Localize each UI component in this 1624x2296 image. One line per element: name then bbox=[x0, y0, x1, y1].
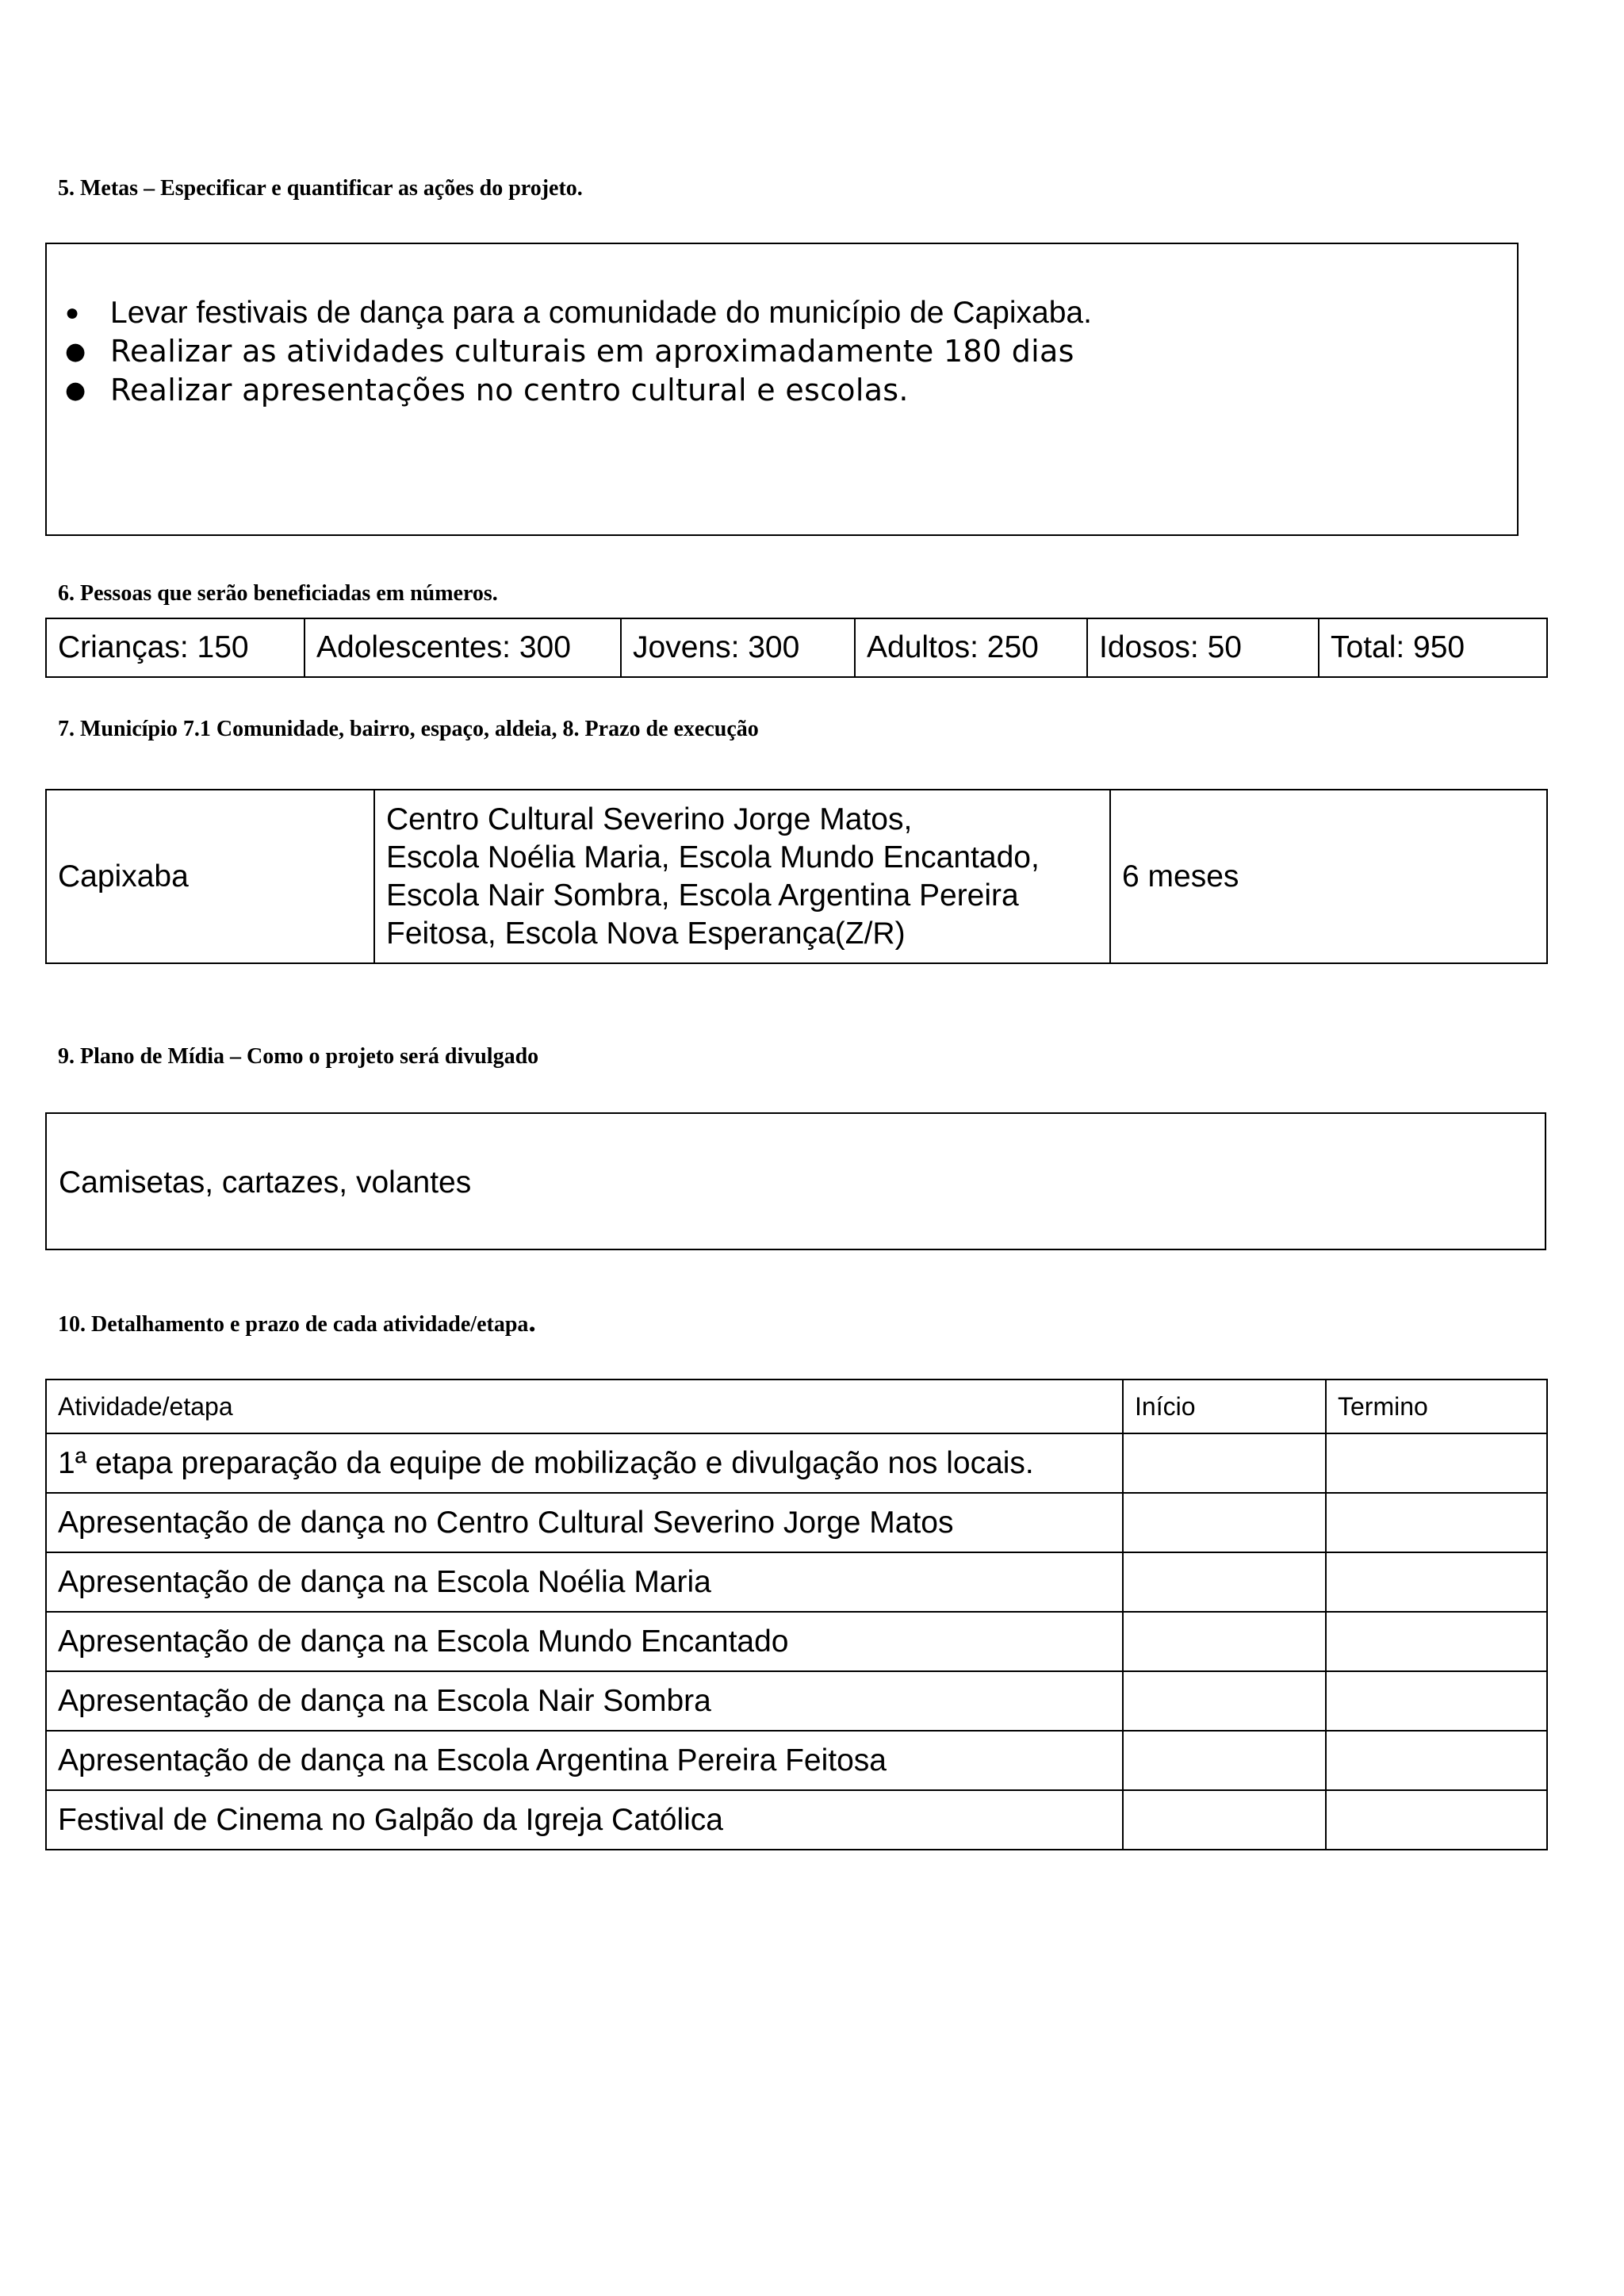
media-plan-text: Camisetas, cartazes, volantes bbox=[59, 1165, 472, 1200]
location-table bbox=[45, 789, 1548, 964]
metas-list bbox=[65, 293, 1092, 410]
count-adults: Adultos: 250 bbox=[855, 618, 1087, 677]
bullet-icon: ● bbox=[65, 338, 86, 365]
section-10-heading: 10. Detalhamento e prazo de cada atividade/etapa. bbox=[58, 1305, 536, 1338]
column-header: Início bbox=[1123, 1380, 1326, 1433]
start-cell bbox=[1123, 1493, 1326, 1552]
locais-line: Centro Cultural Severino Jorge Matos, bbox=[386, 802, 913, 836]
end-cell bbox=[1326, 1671, 1547, 1731]
section-6-heading: 6. Pessoas que serão beneficiadas em números. bbox=[58, 581, 498, 606]
locais-line: Escola Noélia Maria, Escola Mundo Encantado, bbox=[386, 840, 1040, 874]
count-elderly: Idosos: 50 bbox=[1087, 618, 1319, 677]
metas-box bbox=[45, 243, 1519, 536]
activity-cell: Apresentação de dança na Escola Noélia Maria bbox=[46, 1552, 1123, 1612]
table-row bbox=[46, 1671, 1547, 1731]
table-row bbox=[46, 1612, 1547, 1671]
activity-cell: 1ª etapa preparação da equipe de mobilização e divulgação nos locais. bbox=[46, 1433, 1123, 1493]
section-9-heading: 9. Plano de Mídia – Como o projeto será divulgado bbox=[58, 1044, 539, 1069]
end-cell bbox=[1326, 1612, 1547, 1671]
bullet-icon: ● bbox=[65, 300, 80, 326]
count-adolescents: Adolescentes: 300 bbox=[304, 618, 621, 677]
end-cell bbox=[1326, 1552, 1547, 1612]
prazo-cell: 6 meses bbox=[1110, 790, 1547, 963]
table-row bbox=[46, 1433, 1547, 1493]
end-cell bbox=[1326, 1731, 1547, 1790]
beneficiaries-table bbox=[45, 618, 1548, 678]
column-header: Termino bbox=[1326, 1380, 1547, 1433]
section-7-heading: 7. Município 7.1 Comunidade, bairro, espaço, aldeia, 8. Prazo de execução bbox=[58, 717, 759, 741]
activity-cell: Apresentação de dança na Escola Argentina Pereira Feitosa bbox=[46, 1731, 1123, 1790]
activity-cell: Apresentação de dança na Escola Nair Sombra bbox=[46, 1671, 1123, 1731]
column-header: Atividade/etapa bbox=[46, 1380, 1123, 1433]
list-item: ● Realizar apresentações no centro cultural e escolas. bbox=[110, 371, 1092, 410]
table-header-row bbox=[46, 1380, 1547, 1433]
end-cell bbox=[1326, 1790, 1547, 1850]
start-cell bbox=[1123, 1671, 1326, 1731]
locais-line: Feitosa, Escola Nova Esperança(Z/R) bbox=[386, 916, 906, 951]
activity-cell: Apresentação de dança no Centro Cultural Severino Jorge Matos bbox=[46, 1493, 1123, 1552]
table-row bbox=[46, 1493, 1547, 1552]
municipio-cell: Capixaba bbox=[46, 790, 374, 963]
media-plan-box bbox=[45, 1112, 1546, 1250]
section-5-heading: 5. Metas – Especificar e quantificar as ações do projeto. bbox=[58, 176, 583, 201]
start-cell bbox=[1123, 1790, 1326, 1850]
start-cell bbox=[1123, 1612, 1326, 1671]
table-row bbox=[46, 1790, 1547, 1850]
count-youth: Jovens: 300 bbox=[621, 618, 855, 677]
bullet-icon: ● bbox=[65, 377, 86, 404]
list-item: ● Realizar as atividades culturais em aproximadamente 180 dias bbox=[110, 332, 1092, 371]
locais-line: Escola Nair Sombra, Escola Argentina Pereira bbox=[386, 878, 1019, 913]
end-cell bbox=[1326, 1433, 1547, 1493]
count-children: Crianças: 150 bbox=[46, 618, 304, 677]
start-cell bbox=[1123, 1552, 1326, 1612]
table-row bbox=[46, 1731, 1547, 1790]
activities-table bbox=[45, 1379, 1548, 1850]
end-cell bbox=[1326, 1493, 1547, 1552]
start-cell bbox=[1123, 1731, 1326, 1790]
table-row bbox=[46, 618, 1547, 677]
count-total: Total: 950 bbox=[1319, 618, 1547, 677]
table-row bbox=[46, 790, 1547, 963]
table-row bbox=[46, 1552, 1547, 1612]
list-item: ● Levar festivais de dança para a comunidade do município de Capixaba. bbox=[110, 293, 1092, 332]
activity-cell: Festival de Cinema no Galpão da Igreja Católica bbox=[46, 1790, 1123, 1850]
activity-cell: Apresentação de dança na Escola Mundo Encantado bbox=[46, 1612, 1123, 1671]
locais-cell bbox=[374, 790, 1110, 963]
start-cell bbox=[1123, 1433, 1326, 1493]
